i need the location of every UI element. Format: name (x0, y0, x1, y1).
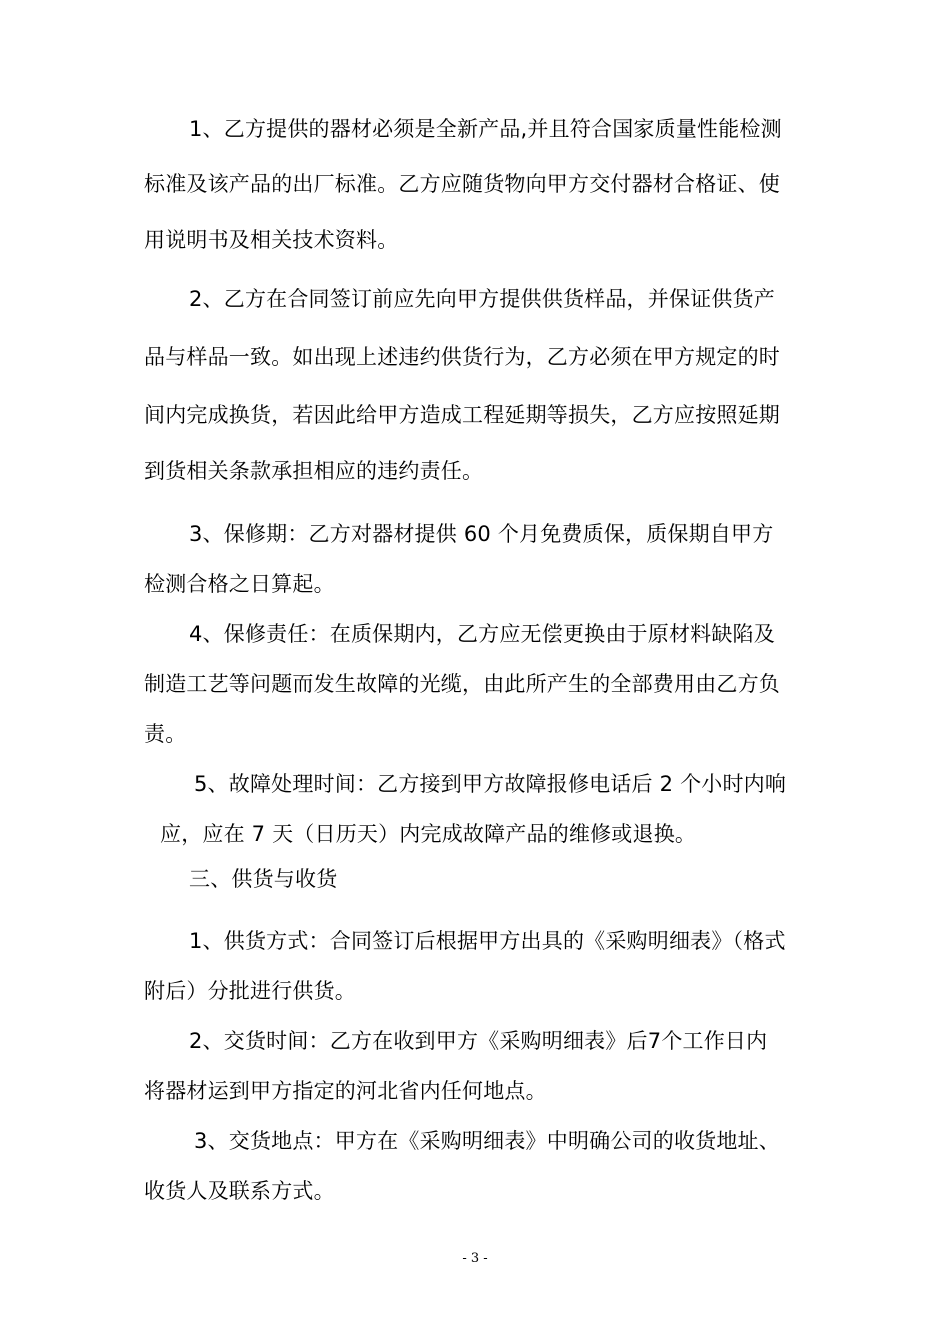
text-line: 制造工艺等问题而发生故障的光缆，由此所产生的全部费用由乙方负 (144, 672, 780, 696)
text-line: 间内完成换货，若因此给甲方造成工程延期等损失，乙方应按照延期 (144, 403, 780, 427)
text-line: 2、乙方在合同签订前应先向甲方提供供货样品，并保证供货产 (189, 287, 775, 311)
text-line: 1、供货方式：合同签订后根据甲方出具的《采购明细表》（格式 (189, 929, 786, 953)
text-line: 4、保修责任：在质保期内，乙方应无偿更换由于原材料缺陷及 (189, 622, 775, 646)
text-line: 标准及该产品的出厂标准。乙方应随货物向甲方交付器材合格证、使 (144, 172, 780, 196)
text-line: 品与样品一致。如出现上述违约供货行为，乙方必须在甲方规定的时 (144, 345, 780, 369)
text-line: 检测合格之日算起。 (144, 572, 335, 596)
text-line: 到货相关条款承担相应的违约责任。 (144, 459, 484, 483)
page-number: - 3 - (462, 1251, 488, 1266)
text-line: 3、交货地点：甲方在《采购明细表》中明确公司的收货地址、 (194, 1129, 780, 1153)
text-line: 1、乙方提供的器材必须是全新产品,并且符合国家质量性能检测 (189, 117, 782, 141)
text-line: 将器材运到甲方指定的河北省内任何地点。 (144, 1079, 547, 1103)
text-line: 3、保修期：乙方对器材提供 60 个月免费质保，质保期自甲方 (189, 522, 774, 546)
text-line: 责。 (144, 722, 187, 746)
section-heading: 三、供货与收货 (189, 867, 338, 891)
text-line: 2、交货时间：乙方在收到甲方《采购明细表》后7个工作日内 (189, 1029, 768, 1053)
text-line: 附后）分批进行供货。 (144, 979, 356, 1003)
text-line: 收货人及联系方式。 (144, 1179, 335, 1203)
text-line: 应，应在 7 天（日历天）内完成故障产品的维修或退换。 (160, 822, 697, 846)
text-line: 5、故障处理时间：乙方接到甲方故障报修电话后 2 个小时内响 (194, 772, 787, 796)
text-line: 用说明书及相关技术资料。 (144, 228, 399, 252)
